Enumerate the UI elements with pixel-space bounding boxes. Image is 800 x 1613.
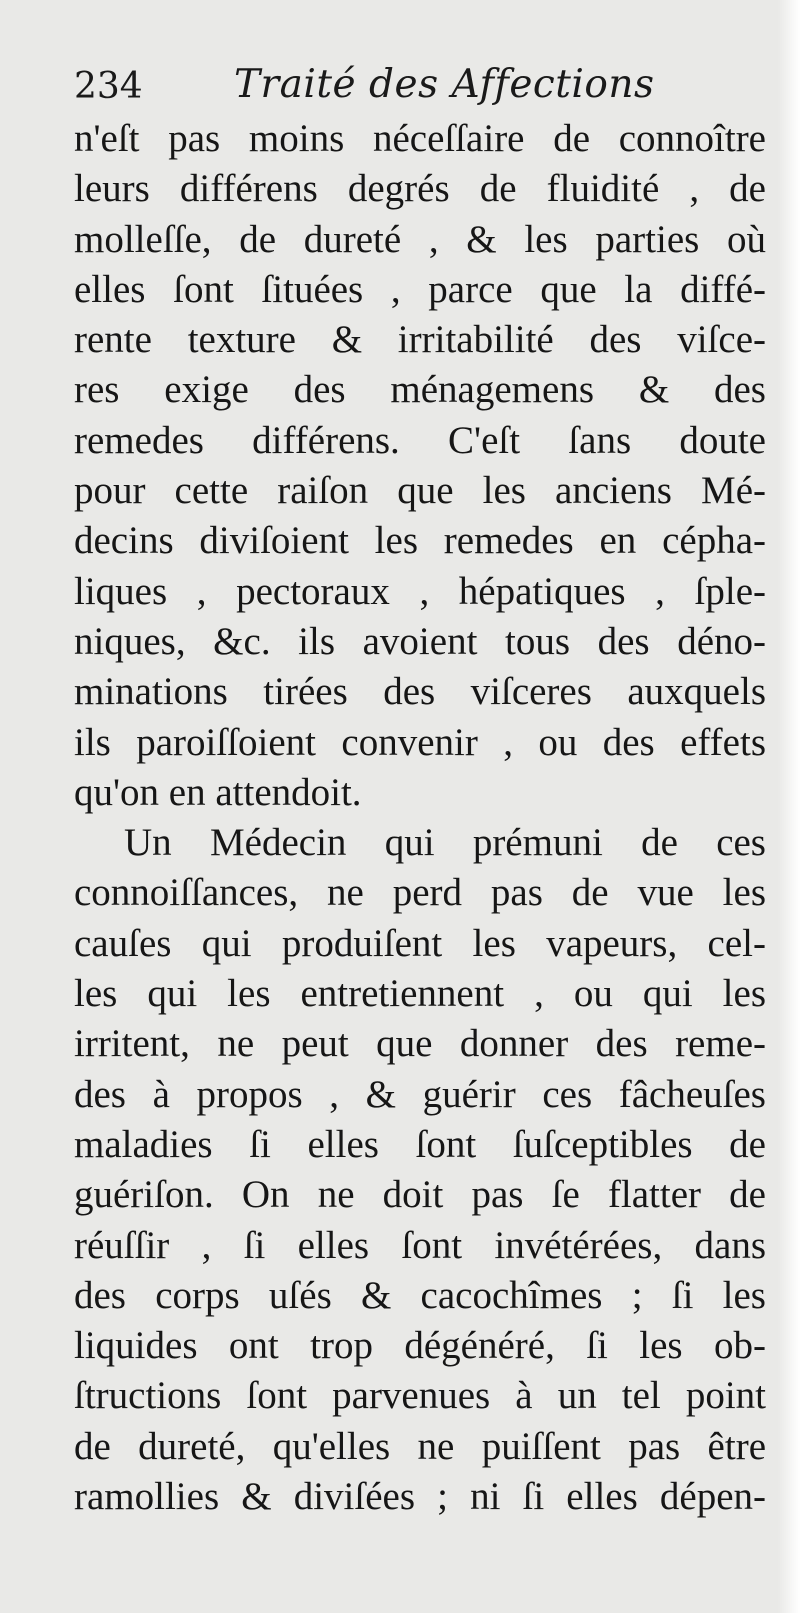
- paragraph-new: [74, 818, 766, 1522]
- text-line: connoiſſances, ne perd pas de vue les: [74, 871, 766, 915]
- text-line: remedes différens. C'eſt ſans doute: [74, 418, 766, 462]
- paragraph-continued: [74, 114, 766, 818]
- text-line: leurs différens degrés de fluidité , de: [74, 167, 766, 211]
- text-line: des à propos , & guérir ces fâcheuſes: [74, 1072, 766, 1116]
- text-line: maladies ſi elles ſont ſuſceptibles de: [74, 1122, 766, 1166]
- text-line: n'eſt pas moins néceſſaire de connoître: [74, 117, 766, 160]
- text-line: Un Médecin qui prémuni de ces: [124, 821, 766, 865]
- body-text: [74, 114, 766, 1522]
- text-line: de dureté, qu'elles ne puiſſent pas être: [74, 1424, 766, 1468]
- text-line: niques, &c. ils avoient tous des déno-: [74, 619, 766, 663]
- text-line: elles ſont ſituées , parce que la diffé-: [74, 267, 766, 311]
- text-line: ils paroiſſoient convenir , ou des effets: [74, 720, 766, 764]
- text-line: guériſon. On ne doit pas ſe flatter de: [74, 1173, 766, 1217]
- text-line: res exige des ménagemens & des: [74, 368, 766, 412]
- text-line: ſtructions ſont parvenues à un tel point: [74, 1374, 766, 1418]
- text-line: pour cette raiſon que les anciens Mé-: [74, 469, 766, 513]
- text-line: ramollies & diviſées ; ni ſi elles dépen-: [74, 1475, 766, 1519]
- text-line: réuſſir , ſi elles ſont invétérées, dans: [74, 1223, 766, 1267]
- running-title: Traité des Affections: [234, 62, 655, 107]
- text-line: liquides ont trop dégénéré, ſi les ob-: [74, 1324, 766, 1368]
- text-line: molleſſe, de dureté , & les parties où: [74, 217, 766, 261]
- page-number: 234: [74, 66, 143, 107]
- text-line: irritent, ne peut que donner des reme-: [74, 1022, 766, 1066]
- text-line: qu'on en attendoit.: [74, 770, 362, 814]
- text-line: des corps uſés & cacochîmes ; ſi les: [74, 1273, 766, 1317]
- text-line: rente texture & irritabilité des viſce-: [74, 318, 766, 362]
- text-line: minations tirées des viſceres auxquels: [74, 670, 766, 714]
- text-line: cauſes qui produiſent les vapeurs, cel-: [74, 921, 766, 965]
- text-line: les qui les entretiennent , ou qui les: [74, 972, 766, 1016]
- text-line: liques , pectoraux , hépatiques , ſple-: [74, 569, 766, 613]
- text-line: decins diviſoient les remedes en cépha-: [74, 519, 766, 563]
- running-head: [74, 62, 764, 118]
